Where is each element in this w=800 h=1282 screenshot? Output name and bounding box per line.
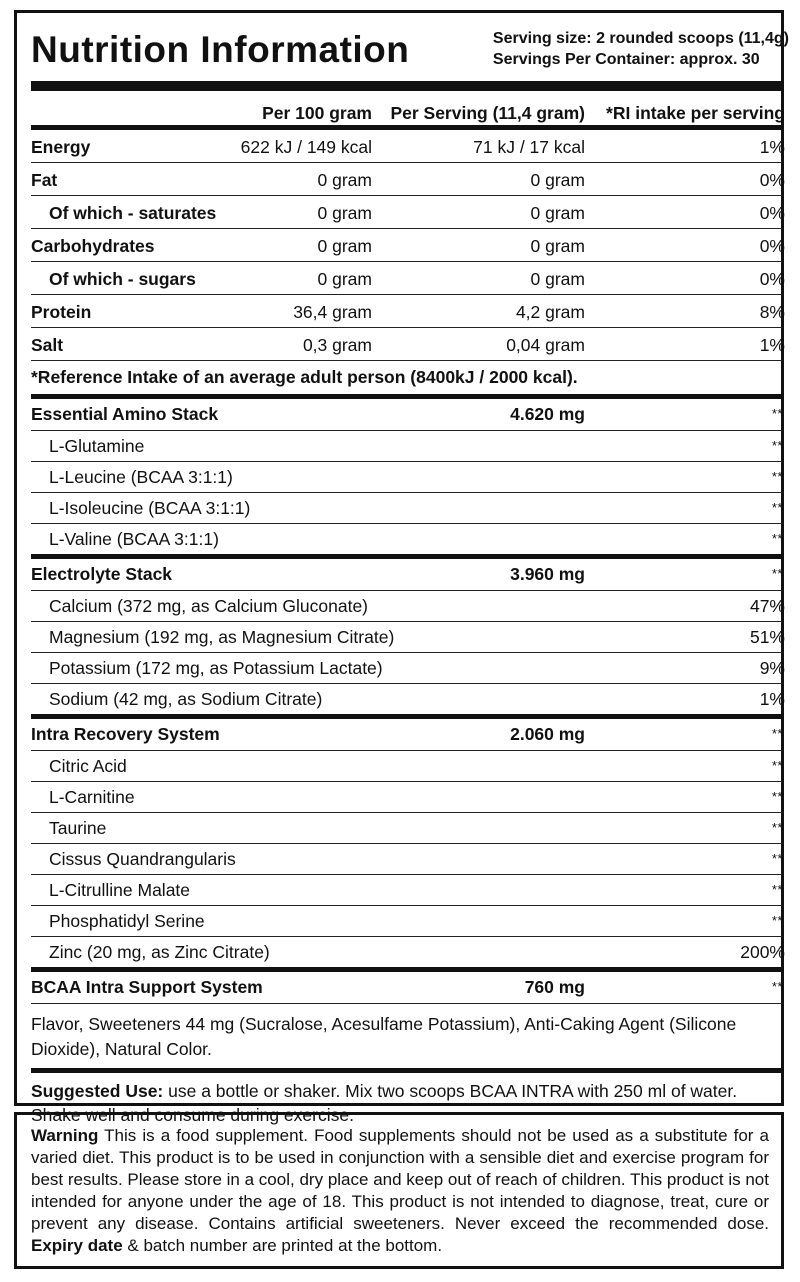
col-per100: Per 100 gram <box>262 103 372 123</box>
ingredient-name: Sodium (42 mg, as Sodium Citrate) <box>49 689 323 709</box>
warning-box <box>14 1112 784 1269</box>
ingredient-name: Citric Acid <box>49 756 127 776</box>
stack-ri: ** <box>771 566 783 581</box>
stack-header <box>31 559 783 590</box>
page-title: Nutrition Information <box>31 29 410 70</box>
ri-value: 1% <box>759 137 785 157</box>
list-item <box>31 937 783 967</box>
ingredient-name: Phosphatidyl Serine <box>49 911 205 931</box>
per-serving-value: 0 gram <box>530 203 585 223</box>
stack-amount: 4.620 mg <box>510 404 585 424</box>
servings-per-container: Servings Per Container: approx. 30 <box>492 51 760 68</box>
list-item <box>31 684 783 714</box>
ingredient-name: L-Glutamine <box>49 436 145 456</box>
table-row <box>31 262 783 294</box>
per-serving-value: 0,04 gram <box>506 335 585 355</box>
stack-amount: 760 mg <box>524 977 585 997</box>
table-row <box>31 196 783 228</box>
ingredient-ri: ** <box>771 882 783 897</box>
reference-note-row <box>31 361 783 394</box>
table-header <box>31 91 783 125</box>
per-serving-value: 0 gram <box>530 170 585 190</box>
ingredient-name: L-Isoleucine (BCAA 3:1:1) <box>49 498 251 518</box>
nutrient-name: Protein <box>31 302 92 322</box>
warning-tail: & batch number are printed at the bottom. <box>122 1236 443 1255</box>
ingredient-ri: ** <box>771 913 783 928</box>
suggested-use-label: Suggested Use: <box>31 1081 164 1101</box>
ingredient-name: L-Carnitine <box>49 787 135 807</box>
reference-note: *Reference Intake of an average adult person (8400kJ / 2000 kcal). <box>31 367 578 387</box>
ingredient-ri: ** <box>771 851 783 866</box>
stack-ri: ** <box>771 979 783 994</box>
ingredient-ri: ** <box>771 438 783 453</box>
list-item <box>31 493 783 523</box>
list-item <box>31 653 783 683</box>
per-serving-value: 71 kJ / 17 kcal <box>473 137 585 157</box>
stack-header <box>31 719 783 750</box>
warning-text: This is a food supplement. Food supplements should not be used as a substitute for a varied diet. This product is to be used in conjunction with a sensible diet and exercise program for best results. Please store in a cool, dry place and keep out of reach of children. This product is not intended for anyone under the age of 18. This product is not intended to diagnose, treat, cure or prevent any disease. Contains artificial sweeteners. Never exceed the recommended dose. <box>31 1126 769 1233</box>
ingredient-ri: 51% <box>749 627 785 647</box>
ingredient-name: L-Leucine (BCAA 3:1:1) <box>49 467 233 487</box>
label-header <box>31 13 789 81</box>
ri-value: 0% <box>759 203 785 223</box>
nutrition-label <box>14 10 789 1125</box>
list-item <box>31 906 783 936</box>
expiry-label: Expiry date <box>31 1236 123 1255</box>
ingredient-ri: ** <box>771 789 783 804</box>
list-item <box>31 782 783 812</box>
table-row <box>31 130 783 162</box>
ingredient-ri: 200% <box>740 942 785 962</box>
ingredient-ri: ** <box>771 500 783 515</box>
ingredient-name: Taurine <box>49 818 107 838</box>
stack-ri: ** <box>771 406 783 421</box>
flavor-text: Flavor, Sweeteners 44 mg (Sucralose, Acesulfame Potassium), Anti-Caking Agent (Silicone Dioxide), Natural Color. <box>31 1014 737 1059</box>
stack-amount: 3.960 mg <box>510 564 585 584</box>
ri-value: 0% <box>759 170 785 190</box>
nutrient-name: Salt <box>31 335 64 355</box>
per100-value: 0 gram <box>317 170 372 190</box>
ri-value: 1% <box>759 335 785 355</box>
stack-name: Essential Amino Stack <box>31 404 219 424</box>
per100-value: 36,4 gram <box>293 302 372 322</box>
suggested-use-text: use a bottle or shaker. Mix two scoops BCAA INTRA with 250 ml of water. Shake well and consume during exercise. <box>31 1081 738 1125</box>
table-row <box>31 295 783 327</box>
stack-amount: 2.060 mg <box>510 724 585 744</box>
nutrition-table <box>31 130 783 361</box>
ingredient-name: Calcium (372 mg, as Calcium Gluconate) <box>49 596 369 616</box>
list-item <box>31 431 783 461</box>
per100-value: 622 kJ / 149 kcal <box>240 137 372 157</box>
ingredients-table <box>31 399 783 1004</box>
ingredient-ri: ** <box>771 531 783 546</box>
list-item <box>31 844 783 874</box>
nutrient-name: Carbohydrates <box>31 236 155 256</box>
ingredient-ri: 47% <box>749 596 785 616</box>
per-serving-value: 0 gram <box>530 269 585 289</box>
ingredient-ri: 9% <box>759 658 785 678</box>
nutrient-name: Fat <box>31 170 58 190</box>
col-per-serving: Per Serving (11,4 gram) <box>390 103 585 123</box>
serving-size: Serving size: 2 rounded scoops (11,4g) <box>492 30 789 47</box>
list-item <box>31 751 783 781</box>
stack-header <box>31 399 783 430</box>
table-row <box>31 163 783 195</box>
nutrient-name: Of which - saturates <box>49 203 217 223</box>
ingredient-ri: ** <box>771 469 783 484</box>
ingredient-name: Zinc (20 mg, as Zinc Citrate) <box>49 942 270 962</box>
ingredient-name: L-Citrulline Malate <box>49 880 191 900</box>
stack-header <box>31 972 783 1003</box>
ingredient-name: L-Valine (BCAA 3:1:1) <box>49 529 219 549</box>
ingredient-ri: ** <box>771 820 783 835</box>
per-serving-value: 0 gram <box>530 236 585 256</box>
col-ri: *RI intake per serving <box>606 103 785 123</box>
ingredient-ri: 1% <box>759 689 785 709</box>
ingredient-ri: ** <box>771 758 783 773</box>
per100-value: 0 gram <box>317 269 372 289</box>
list-item <box>31 462 783 492</box>
nutrient-name: Of which - sugars <box>49 269 196 289</box>
list-item <box>31 591 783 621</box>
ingredient-name: Magnesium (192 mg, as Magnesium Citrate) <box>49 627 395 647</box>
list-item <box>31 524 783 554</box>
ri-value: 8% <box>759 302 785 322</box>
stack-name: Intra Recovery System <box>31 724 220 744</box>
list-item <box>31 813 783 843</box>
per100-value: 0 gram <box>317 203 372 223</box>
ingredient-name: Cissus Quandrangularis <box>49 849 236 869</box>
table-row <box>31 229 783 261</box>
ri-value: 0% <box>759 269 785 289</box>
per100-value: 0,3 gram <box>302 335 372 355</box>
divider-thick <box>31 81 783 91</box>
list-item <box>31 622 783 652</box>
stack-ri: ** <box>771 726 783 741</box>
ingredient-name: Potassium (172 mg, as Potassium Lactate) <box>49 658 383 678</box>
nutrient-name: Energy <box>31 137 91 157</box>
ri-value: 0% <box>759 236 785 256</box>
table-row <box>31 328 783 360</box>
per100-value: 0 gram <box>317 236 372 256</box>
stack-name: Electrolyte Stack <box>31 564 173 584</box>
serving-info <box>493 28 789 70</box>
list-item <box>31 875 783 905</box>
per-serving-value: 4,2 gram <box>515 302 585 322</box>
warning-label: Warning <box>31 1126 99 1145</box>
stack-name: BCAA Intra Support System <box>31 977 263 997</box>
